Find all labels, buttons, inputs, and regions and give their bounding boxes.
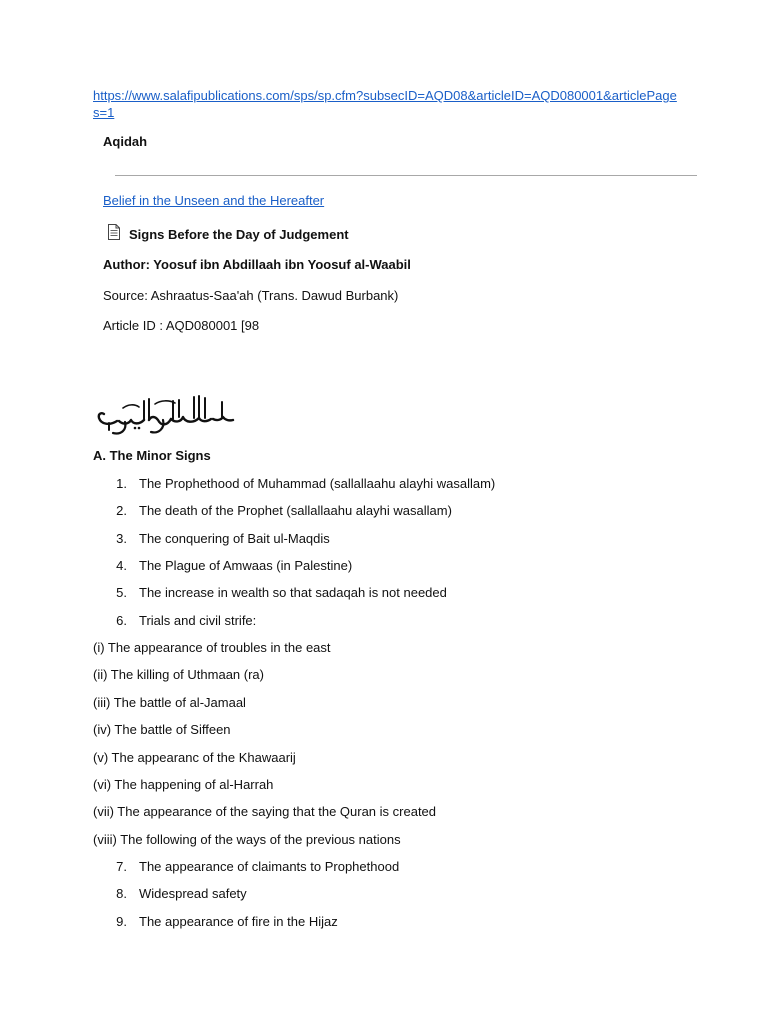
list-item-number: 1.: [116, 476, 127, 491]
article-title: Signs Before the Day of Judgement: [129, 227, 349, 242]
divider: [115, 175, 697, 176]
sub-list-item: (viii) The following of the ways of the previous nations: [93, 832, 401, 847]
list-item-text: The increase in wealth so that sadaqah is not needed: [139, 585, 447, 600]
author-line: Author: Yoosuf ibn Abdillaah ibn Yoosuf al-Waabil: [103, 257, 411, 272]
list-item-text: The conquering of Bait ul-Maqdis: [139, 531, 330, 546]
sub-list-item: (vi) The happening of al-Harrah: [93, 777, 274, 792]
list-item-text: The Prophethood of Muhammad (sallallaahu alayhi wasallam): [139, 476, 496, 491]
sub-list-item: (i) The appearance of troubles in the east: [93, 640, 331, 655]
document-icon: [107, 224, 121, 240]
list-item-number: 3.: [116, 531, 127, 546]
list-item-number: 2.: [116, 503, 127, 518]
section-label: Aqidah: [103, 134, 148, 149]
list-item-number: 7.: [116, 859, 127, 874]
sub-list-item: (iii) The battle of al-Jamaal: [93, 695, 246, 710]
list-item-number: 5.: [116, 585, 127, 600]
list-item-text: Trials and civil strife:: [139, 613, 257, 628]
list-item-text: The appearance of claimants to Prophethood: [139, 859, 400, 874]
list-item-text: The Plague of Amwaas (in Palestine): [139, 558, 353, 573]
list-item-text: The death of the Prophet (sallallaahu alayhi wasallam): [139, 503, 452, 518]
sub-list-item: (iv) The battle of Siffeen: [93, 722, 231, 737]
section-heading-minor-signs: A. The Minor Signs: [93, 448, 211, 463]
basmala-calligraphy: [95, 390, 237, 438]
sub-list-item: (vii) The appearance of the saying that the Quran is created: [93, 804, 437, 819]
source-line: Source: Ashraatus-Saa'ah (Trans. Dawud Burbank): [103, 288, 399, 303]
list-item-number: 6.: [116, 613, 127, 628]
list-item-text: The appearance of fire in the Hijaz: [139, 914, 338, 929]
category-link[interactable]: Belief in the Unseen and the Hereafter: [103, 193, 325, 208]
sub-list-item: (ii) The killing of Uthmaan (ra): [93, 667, 264, 682]
list-item-text: Widespread safety: [139, 886, 247, 901]
list-item-number: 8.: [116, 886, 127, 901]
source-url-link[interactable]: https://www.salafipublications.com/sps/sp.cfm?subsecID=AQD08&articleID=AQD080001&articlePages=1: [93, 88, 677, 120]
list-item-number: 4.: [116, 558, 127, 573]
list-item-number: 9.: [116, 914, 127, 929]
article-id-line: Article ID : AQD080001 [98: [103, 318, 260, 333]
sub-list-item: (v) The appearanc of the Khawaarij: [93, 750, 296, 765]
